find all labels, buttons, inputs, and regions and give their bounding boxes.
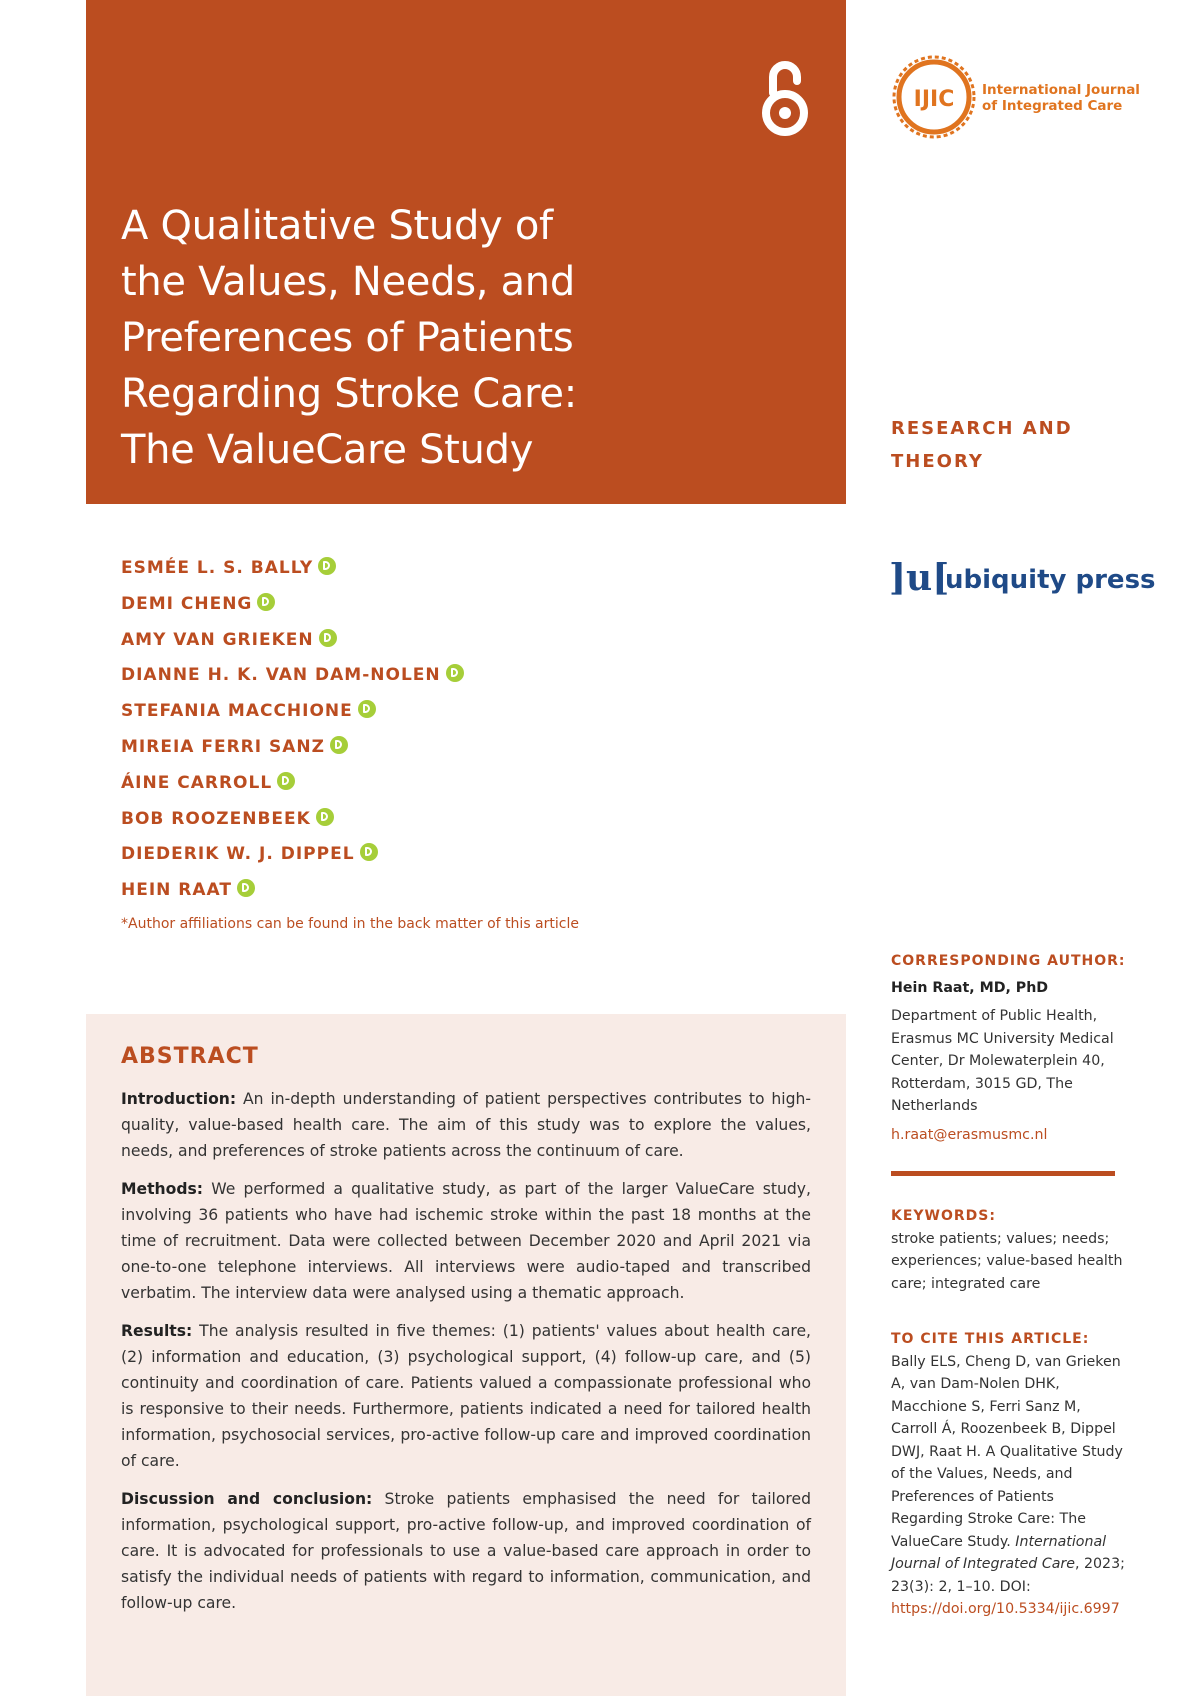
publisher-logo-name: ubiquity press xyxy=(945,565,1156,595)
abstract-paragraph xyxy=(121,1318,811,1474)
article-type xyxy=(891,412,1111,478)
orcid-icon[interactable] xyxy=(316,808,334,826)
author-item xyxy=(121,552,464,588)
abstract-section-text: An in-depth understanding of patient perspectives contributes to high-quality, value-based health care. The aim of this study was to explore the values, needs, and preferences of stroke patients across the continuum of care. xyxy=(121,1090,811,1160)
journal-logo xyxy=(889,52,1140,142)
journal-logo-name-1: International Journal xyxy=(982,82,1140,98)
publisher-logo-mark: ]u[ xyxy=(889,557,950,599)
title-line: A Qualitative Study of xyxy=(121,203,553,249)
affiliation-note: *Author affiliations can be found in the back matter of this article xyxy=(121,916,579,932)
corresponding-author xyxy=(891,950,1126,1146)
orcid-icon[interactable] xyxy=(277,772,295,790)
orcid-icon[interactable] xyxy=(319,629,337,647)
title-line: the Values, Needs, and xyxy=(121,259,575,305)
abstract-section-label: Discussion and conclusion: xyxy=(121,1490,373,1508)
author-name: HEIN RAAT xyxy=(121,880,232,901)
author-item xyxy=(121,731,464,767)
corresponding-author-address: Department of Public Health, Erasmus MC University Medical Center, Dr Molewaterplein 40, Rotterdam, 3015 GD, The Netherlands xyxy=(891,1008,1114,1114)
citation xyxy=(891,1328,1126,1621)
author-name: DEMI CHENG xyxy=(121,593,253,614)
article-type-line: RESEARCH AND xyxy=(891,418,1073,439)
citation-text xyxy=(891,1351,1126,1621)
keywords-text: stroke patients; values; needs; experiences; value-based health care; integrated care xyxy=(891,1230,1123,1292)
abstract-paragraph xyxy=(121,1086,811,1164)
corresponding-author-name: Hein Raat, MD, PhD xyxy=(891,979,1049,996)
title-line: Regarding Stroke Care: xyxy=(121,371,577,417)
abstract-section-text: Stroke patients emphasised the need for tailored information, psychological support, pro-active follow-up, and improved coordination of care. It is advocated for professionals to use a value-based care approach in order to satisfy the individual needs of patients with regard to information, communication, and follow-up care. xyxy=(121,1490,811,1612)
author-item xyxy=(121,659,464,695)
journal-logo-abbrev: IJIC xyxy=(913,87,955,112)
abstract-heading: ABSTRACT xyxy=(121,1044,259,1069)
author-name: DIEDERIK W. J. DIPPEL xyxy=(121,844,355,865)
abstract-section-label: Introduction: xyxy=(121,1090,237,1108)
article-type-line: THEORY xyxy=(891,451,984,472)
author-name: AMY VAN GRIEKEN xyxy=(121,629,314,650)
author-name: MIREIA FERRI SANZ xyxy=(121,736,325,757)
journal-logo-name-2: of Integrated Care xyxy=(982,98,1123,114)
author-name: ESMÉE L. S. BALLY xyxy=(121,558,314,578)
author-item xyxy=(121,803,464,839)
author-name: DIANNE H. K. VAN DAM-NOLEN xyxy=(121,665,441,686)
citation-doi-link[interactable]: https://doi.org/10.5334/ijic.6997 xyxy=(891,1601,1120,1617)
corresponding-author-email-link[interactable]: h.raat@erasmusmc.nl xyxy=(891,1126,1048,1143)
author-name: BOB ROOZENBEEK xyxy=(121,808,311,829)
author-item xyxy=(121,874,464,910)
abstract-section-text: We performed a qualitative study, as part of the larger ValueCare study, involving 36 patients who have had ischemic stroke within the past 18 months at the time of recruitment. Data were collected between December 2020 and April 2021 via one-to-one telephone interviews. All interviews were audio-taped and transcribed verbatim. The interview data were analysed using a thematic approach. xyxy=(121,1180,811,1302)
publisher-logo xyxy=(889,556,1156,600)
author-item xyxy=(121,767,464,803)
citation-text-before: Bally ELS, Cheng D, van Grieken A, van Dam-Nolen DHK, Macchione S, Ferri Sanz M, Carroll Á, Roozenbeek B, Dippel DWJ, Raat H. A Qualitative Study of the Values, Needs, and Preferences of Patients Regarding Stroke Care: The ValueCare Study. xyxy=(891,1353,1123,1550)
corresponding-author-label: CORRESPONDING AUTHOR: xyxy=(891,953,1126,969)
sidebar-divider xyxy=(891,1171,1115,1176)
citation-text-after: , 2023; 23(3): 2, 1–10. DOI: xyxy=(891,1556,1125,1595)
orcid-icon[interactable] xyxy=(358,700,376,718)
abstract-paragraph xyxy=(121,1176,811,1306)
orcid-icon[interactable] xyxy=(237,879,255,897)
article-title xyxy=(121,198,821,478)
open-access-lock-icon xyxy=(755,55,815,139)
abstract-section-text: The analysis resulted in five themes: (1) patients' values about health care, (2) information and education, (3) psychological support, (4) follow-up care, and (5) continuity and coordination of care. Patients valued a compassionate professional who is responsive to their needs. Furthermore, patients indicated a need for tailored health information, psychosocial services, pro-active follow-up care and improved coordination of care. xyxy=(121,1322,811,1470)
orcid-icon[interactable] xyxy=(446,664,464,682)
author-item xyxy=(121,588,464,624)
orcid-icon[interactable] xyxy=(318,557,336,575)
citation-journal: International Journal of Integrated Care xyxy=(891,1533,1107,1572)
title-line: The ValueCare Study xyxy=(121,427,534,473)
keywords xyxy=(891,1205,1126,1295)
author-name: STEFANIA MACCHIONE xyxy=(121,701,353,722)
orcid-icon[interactable] xyxy=(360,843,378,861)
author-list xyxy=(121,552,464,910)
author-item xyxy=(121,838,464,874)
abstract-body xyxy=(121,1086,811,1628)
author-item xyxy=(121,695,464,731)
abstract-paragraph xyxy=(121,1486,811,1616)
author-name: ÁINE CARROLL xyxy=(121,772,273,793)
orcid-icon[interactable] xyxy=(257,593,275,611)
citation-label: TO CITE THIS ARTICLE: xyxy=(891,1331,1090,1347)
author-item xyxy=(121,624,464,660)
abstract-section-label: Methods: xyxy=(121,1180,204,1198)
title-line: Preferences of Patients xyxy=(121,315,574,361)
keywords-label: KEYWORDS: xyxy=(891,1208,996,1224)
abstract-section-label: Results: xyxy=(121,1322,193,1340)
orcid-icon[interactable] xyxy=(330,736,348,754)
